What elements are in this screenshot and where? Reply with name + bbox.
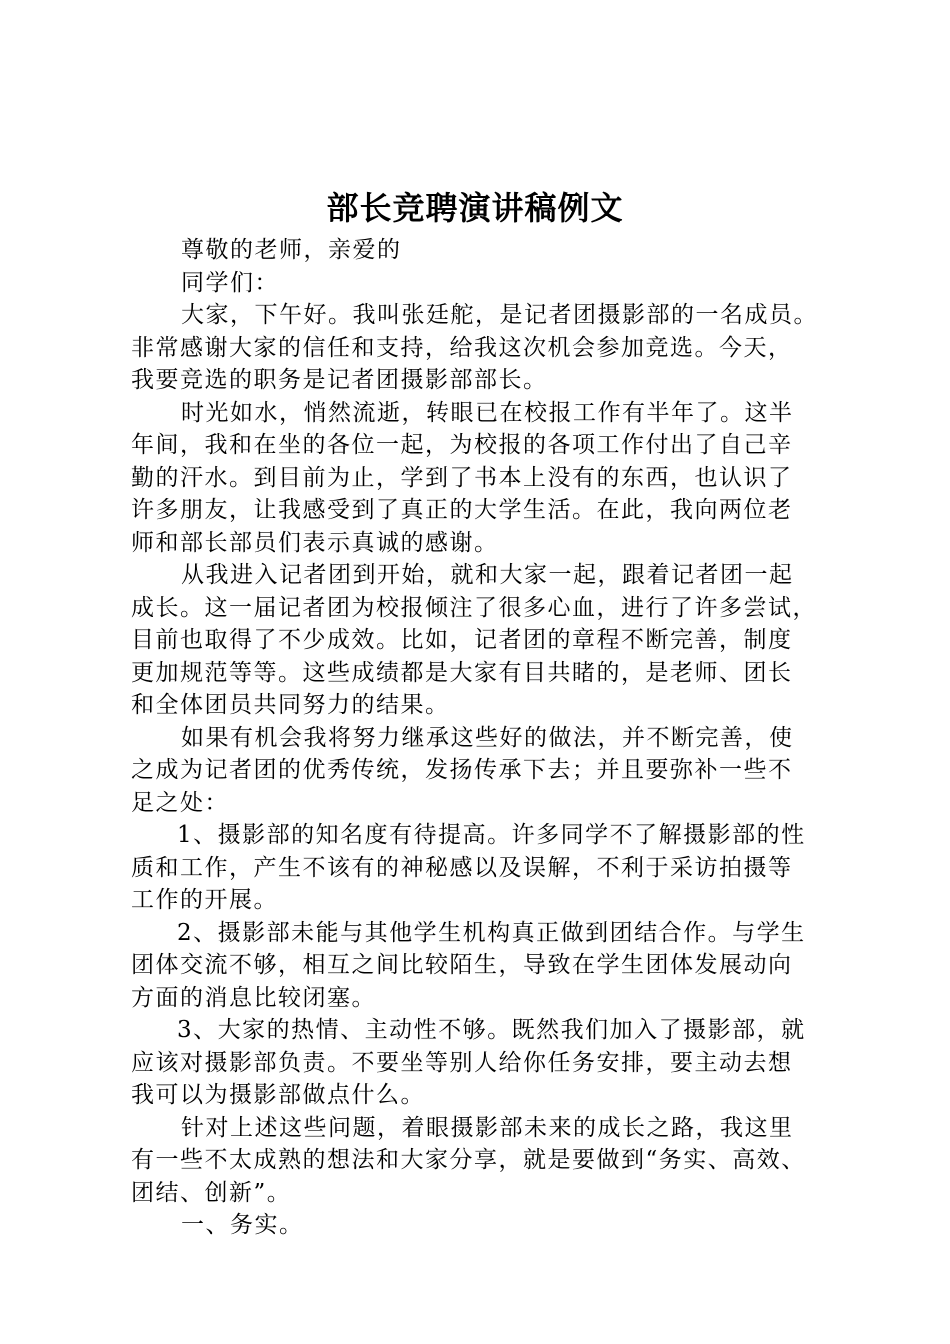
text-line: 工作的开展。: [131, 887, 278, 913]
text-line: 许多朋友，让我感受到了真正的大学生活。在此，我向两位老: [131, 497, 793, 523]
text-line: 目前也取得了不少成效。比如，记者团的章程不断完善，制度: [131, 627, 793, 653]
text-line: 年间，我和在坐的各位一起，为校报的各项工作付出了自己辛: [131, 432, 793, 458]
document-title: 部长竞聘演讲稿例文: [326, 189, 624, 227]
text-line: 勤的汗水。到目前为止，学到了书本上没有的东西，也认识了: [131, 464, 793, 491]
text-line: 我可以为摄影部做点什么。: [131, 1082, 425, 1108]
text-line: 2、摄影部未能与其他学生机构真正做到团结合作。与学生: [177, 919, 806, 946]
text-line: 和全体团员共同努力的结果。: [131, 692, 450, 718]
text-line: 之成为记者团的优秀传统，发扬传承下去；并且要弥补一些不: [131, 757, 793, 783]
text-line: 团结、创新”。: [131, 1179, 292, 1206]
text-line: 我要竞选的职务是记者团摄影部部长。: [131, 367, 548, 393]
text-line: 更加规范等等。这些成绩都是大家有目共睹的，是老师、团长: [131, 659, 793, 686]
text-line: 质和工作，产生不该有的神秘感以及误解，不利于采访拍摄等: [131, 854, 793, 881]
text-line: 足之处：: [131, 789, 229, 816]
text-line: 成长。这一届记者团为校报倾注了很多心血，进行了许多尝试，: [131, 594, 817, 621]
text-line: 师和部长部员们表示真诚的感谢。: [131, 529, 499, 556]
document-body: [131, 234, 836, 1242]
text-line: 如果有机会我将努力继承这些好的做法，并不断完善，使: [181, 724, 794, 751]
text-line: 时光如水，悄然流逝，转眼已在校报工作有半年了。这半: [181, 399, 794, 426]
text-line: 3、大家的热情、主动性不够。既然我们加入了摄影部，就: [177, 1017, 806, 1043]
text-line: 应该对摄影部负责。不要坐等别人给你任务安排，要主动去想: [131, 1049, 793, 1076]
text-line: 从我进入记者团到开始，就和大家一起，跟着记者团一起: [181, 562, 794, 588]
text-line: 方面的消息比较闭塞。: [131, 984, 376, 1011]
text-line: 有一些不太成熟的想法和大家分享，就是要做到“务实、高效、: [131, 1147, 806, 1173]
text-line: 1、摄影部的知名度有待提高。许多同学不了解摄影部的性: [177, 822, 806, 848]
text-line: 大家，下午好。我叫张廷舵，是记者团摄影部的一名成员。: [181, 302, 818, 328]
text-line: 针对上述这些问题，着眼摄影部未来的成长之路，我这里: [181, 1114, 794, 1141]
text-line: 同学们：: [181, 269, 279, 296]
text-line: 团体交流不够，相互之间比较陌生，导致在学生团体发展动向: [131, 952, 793, 978]
text-line: 尊敬的老师，亲爱的: [181, 237, 402, 263]
text-line: 非常感谢大家的信任和支持，给我这次机会参加竞选。今天，: [131, 334, 793, 361]
text-line: 一、务实。: [181, 1212, 304, 1238]
